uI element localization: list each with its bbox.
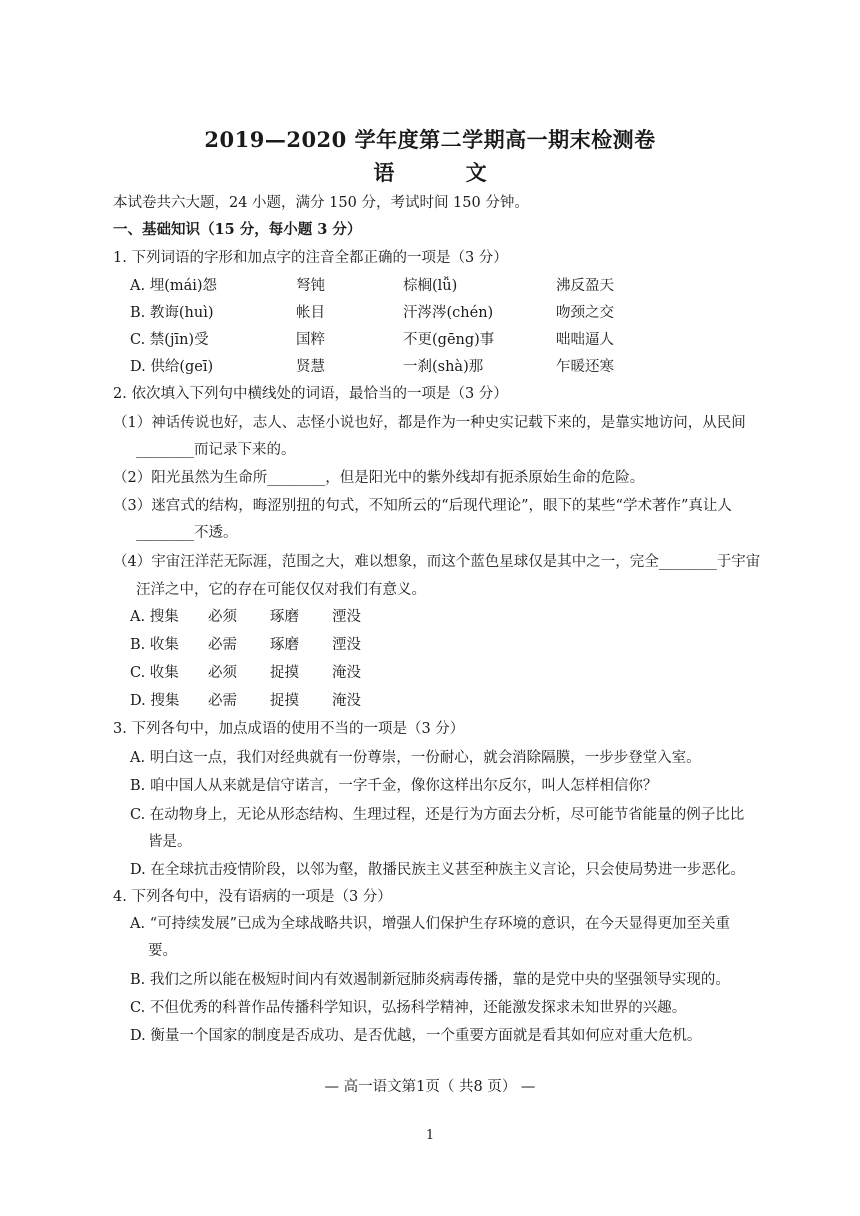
q2-sentence-1b: ________而记录下来的。 [136,442,296,458]
q1-option-b-4: 吻颈之交 [556,305,614,321]
q2-option-a-1: A. 搜集 [130,609,179,625]
q2-sentence-3a: （3）迷宫式的结构，晦涩别扭的句式，不知所云的“后现代理论”，眼下的某些“学术著作”真让人 [113,498,732,514]
q2-option-d-1: D. 搜集 [130,693,180,709]
q1-option-a-2: 弩钝 [296,278,325,294]
q1-option-a-4: 沸反盈天 [556,278,614,294]
q2-option-c-4: 淹没 [332,665,361,681]
q4-stem: 4. 下列各句中，没有语病的一项是（3 分） [113,889,392,905]
q2-sentence-4a: （4）宇宙汪洋茫无际涯，范围之大，难以想象，而这个蓝色星球仅是其中之一，完全________于宇宙 [113,554,761,570]
q1-option-a-1: A. 埋(mái)怨 [130,278,218,294]
q2-option-c-3: 捉摸 [270,665,299,681]
q2-stem: 2. 依次填入下列句中横线处的词语，最恰当的一项是（3 分） [113,386,508,402]
q1-option-b-2: 帐目 [296,305,325,321]
q4-option-b: B. 我们之所以能在极短时间内有效遏制新冠肺炎病毒传播，靠的是党中央的坚强领导实现的。 [130,972,730,988]
q4-option-c: C. 不但优秀的科普作品传播科学知识，弘扬科学精神，还能激发探求未知世界的兴趣。 [130,1000,687,1016]
q2-option-b-3: 琢磨 [270,637,299,653]
q2-option-a-2: 必须 [208,609,237,625]
q1-option-d-1: D. 供给(geī) [130,359,214,375]
q2-option-c-2: 必须 [208,665,237,681]
subject-title: 语 文 [373,160,519,185]
q4-option-a-line2: 要。 [148,943,177,959]
q1-option-b-3: 汗涔涔(chén) [403,305,494,321]
q2-sentence-1a: （1）神话传说也好，志人、志怪小说也好，都是作为一种史实记载下来的，是靠实地访问，从民间 [113,415,746,431]
q2-option-d-3: 捉摸 [270,693,299,709]
q3-option-d: D. 在全球抗击疫情阶段，以邻为壑，散播民族主义甚至种族主义言论，只会使局势进一步恶化。 [130,862,745,878]
q2-sentence-3b: ________不透。 [136,525,238,541]
q1-option-a-3: 棕榈(lǚ) [403,278,458,294]
q2-option-b-2: 必需 [208,637,237,653]
q1-option-c-1: C. 禁(jīn)受 [130,332,209,348]
q4-option-a-line1: A. “可持续发展”已成为全球战略共识，增强人们保护生存环境的意识，在今天显得更加至关重 [130,916,731,932]
exam-intro: 本试卷共六大题，24 小题，满分 150 分，考试时间 150 分钟。 [113,195,529,211]
q1-option-c-4: 咄咄逼人 [556,332,614,348]
q2-option-b-4: 湮没 [332,637,361,653]
q3-option-c-line1: C. 在动物身上，无论从形态结构、生理过程，还是行为方面去分析，尽可能节省能量的例子比比 [130,807,745,823]
section-heading: 一、基础知识（15 分，每小题 3 分） [113,221,362,238]
exam-title: 2019—2020 学年度第二学期高一期末检测卷 [204,127,656,152]
q1-option-d-2: 贤慧 [296,359,325,375]
page-number: 1 [425,1128,435,1143]
q1-option-c-3: 不更(gēng)事 [403,332,495,348]
q1-option-c-2: 国粹 [296,332,325,348]
q1-option-b-1: B. 教诲(huì) [130,305,214,321]
q2-option-c-1: C. 收集 [130,665,179,681]
q4-option-d: D. 衡量一个国家的制度是否成功、是否优越，一个重要方面就是看其如何应对重大危机。 [130,1028,702,1044]
q2-option-a-4: 湮没 [332,609,361,625]
q2-option-b-1: B. 收集 [130,637,179,653]
q2-option-a-3: 琢磨 [270,609,299,625]
q2-option-d-2: 必需 [208,693,237,709]
q2-sentence-2: （2）阳光虽然为生命所________，但是阳光中的紫外线却有扼杀原始生命的危险。 [113,470,645,486]
q2-option-d-4: 淹没 [332,693,361,709]
q3-option-b: B. 咱中国人从来就是信守诺言，一字千金，像你这样出尔反尔，叫人怎样相信你？ [130,778,658,794]
q1-stem: 1. 下列词语的字形和加点字的注音全都正确的一项是（3 分） [113,250,508,266]
q2-sentence-4b: 汪洋之中，它的存在可能仅仅对我们有意义。 [136,582,426,598]
q1-option-d-3: 一刹(shà)那 [403,359,484,375]
q3-stem: 3. 下列各句中，加点成语的使用不当的一项是（3 分） [113,721,465,737]
page-footer: — 高一语文第1页（ 共8 页） — [324,1079,536,1095]
q3-option-a: A. 明白这一点，我们对经典就有一份尊崇，一份耐心，就会消除隔膜，一步步登堂入室。 [130,750,701,766]
q1-option-d-4: 乍暖还寒 [556,359,614,375]
q3-option-c-line2: 皆是。 [148,834,192,850]
